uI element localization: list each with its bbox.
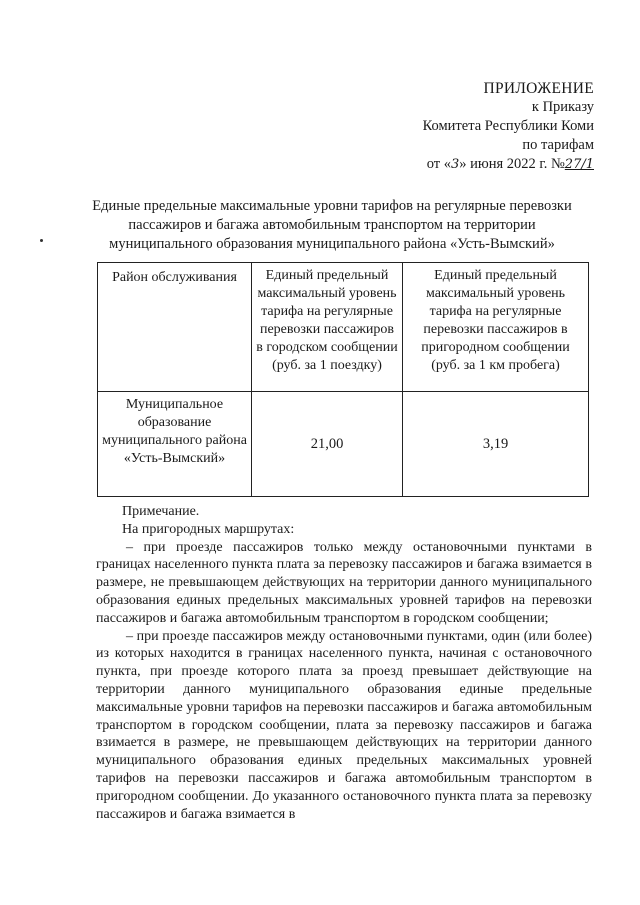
handwritten-day: 3: [450, 157, 460, 172]
appendix-line-order: к Приказу: [531, 99, 594, 115]
document-title: Единые предельные максимальные уровни тарифов на регулярные перевозки пассажиров и багажа автомобильным транспортом на территории муниципального образования муниципального района «Усть-Вымский»: [92, 198, 572, 252]
note-paragraph-2: – при проезде пассажиров между остановочными пунктами, один (или более) из которых находится в границах населенного пункта, начиная с остановочного пункта, при проезде которого плата за проезд превышает действующие на территории данного муниципального образования единые предельные максимальные уровни тарифов на перевозки пассажиров и багажа автомобильным транспортом в городском сообщении, плата за перевозку пассажиров и багажа взимается в размере, не превышающем действующих на территории данного муниципального образования единых предельных максимальных уровней тарифов на перевозки пассажиров и багажа автомобильным транспортом в пригородном сообщении. До указанного остановочного пункта плата за перевозку пассажиров и багажа взимается в: [96, 628, 592, 822]
note-paragraph-1: – при проезде пассажиров только между остановочными пунктами в границах населенного пункта плата за перевозку пассажиров и багажа взимается в размере, не превышающем действующих на территории данного муниципального образования единых предельных максимальных уровней тарифов на перевозки пассажиров и багажа автомобильным транспортом в городском сообщении;: [96, 539, 592, 626]
date-middle: » июня 2022 г. №: [459, 156, 565, 172]
table-header-row: [98, 263, 589, 392]
table-row: [98, 392, 589, 497]
appendix-line-committee: Комитета Республики Коми: [422, 118, 594, 134]
cell-urban-tariff: 21,00: [252, 392, 403, 497]
cell-suburban-tariff: 3,19: [403, 392, 589, 497]
tariff-table: [97, 262, 589, 497]
scan-dot: [40, 239, 43, 242]
appendix-date-line: [423, 155, 594, 174]
notes-label: Примечание.: [122, 504, 200, 519]
header-urban-tariff: Единый предельный максимальный уровень тарифа на регулярные перевозки пассажиров в городском сообщении (руб. за 1 поездку): [252, 263, 403, 392]
date-prefix: от «: [426, 156, 451, 172]
handwritten-order-number: 27/1: [564, 157, 594, 172]
cell-service-area: Муниципальное образование муниципального района «Усть-Вымский»: [98, 392, 252, 497]
notes-sublabel: На пригородных маршрутах:: [122, 521, 295, 537]
header-service-area: Район обслуживания: [98, 263, 252, 392]
appendix-title: ПРИЛОЖЕНИЕ: [483, 80, 594, 97]
header-suburban-tariff: Единый предельный максимальный уровень тарифа на регулярные перевозки пассажиров в пригородном сообщении (руб. за 1 км пробега): [403, 263, 589, 392]
notes-section: [96, 503, 592, 823]
appendix-header: [423, 79, 594, 174]
appendix-line-tariffs: по тарифам: [522, 137, 594, 153]
